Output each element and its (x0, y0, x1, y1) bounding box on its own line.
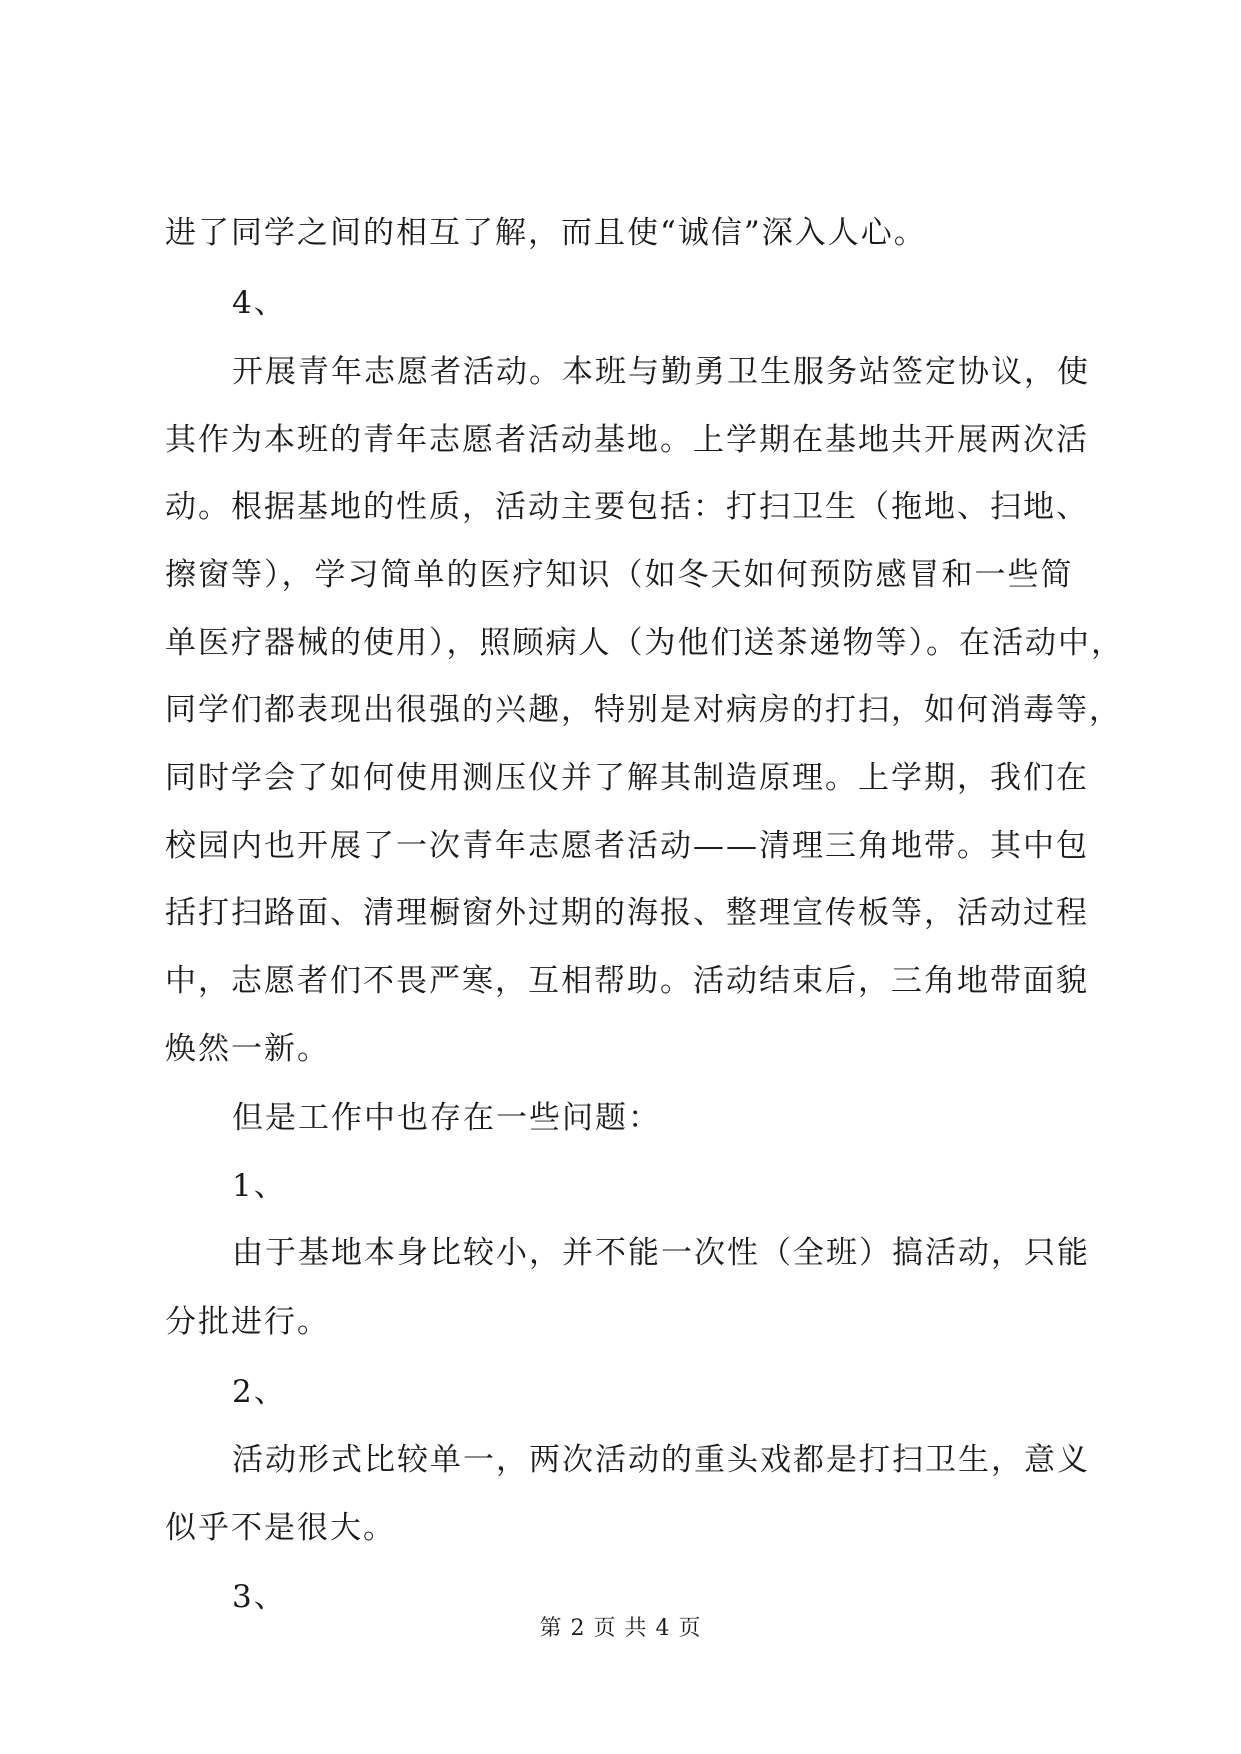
body-line-7: 单医疗器械的使用），照顾病人（为他们送茶递物等）。在活动中， (165, 625, 1124, 661)
body-line-17: 分批进行。 (165, 1304, 330, 1340)
body-line-6: 擦窗等），学习简单的医疗知识（如冬天如何预防感冒和一些简 (165, 557, 1074, 593)
list-number-1: 1、 (232, 1168, 287, 1204)
body-line-10: 校园内也开展了一次青年志愿者活动——清理三角地带。其中包 (165, 828, 1089, 864)
body-line-16: 由于基地本身比较小，并不能一次性（全班）搞活动，只能 (232, 1235, 1090, 1271)
list-number-2: 2、 (232, 1374, 287, 1410)
body-line-14: 但是工作中也存在一些问题： (232, 1100, 661, 1136)
body-line-20: 似乎不是很大。 (165, 1510, 396, 1546)
body-line-19: 活动形式比较单一，两次活动的重头戏都是打扫卫生，意义 (232, 1442, 1090, 1478)
list-number-4: 4、 (232, 285, 287, 321)
body-line-13: 焕然一新。 (165, 1031, 330, 1067)
body-line-1: 进了同学之间的相互了解，而且使“诚信”深入人心。 (165, 215, 927, 251)
body-line-9: 同时学会了如何使用测压仪并了解其制造原理。上学期，我们在 (165, 760, 1089, 796)
body-line-12: 中，志愿者们不畏严寒，互相帮助。活动结束后，三角地带面貌 (165, 963, 1089, 999)
body-line-4: 其作为本班的青年志愿者活动基地。上学期在基地共开展两次活 (165, 422, 1089, 458)
page-footer: 第 2 页 共 4 页 (539, 1616, 702, 1641)
body-line-8: 同学们都表现出很强的兴趣，特别是对病房的打扫，如何消毒等， (165, 692, 1122, 728)
list-number-3: 3、 (232, 1579, 287, 1615)
body-line-3: 开展青年志愿者活动。本班与勤勇卫生服务站签定协议，使 (232, 354, 1090, 390)
body-line-5: 动。根据基地的性质，活动主要包括：打扫卫生（拖地、扫地、 (165, 489, 1089, 525)
body-line-11: 括打扫路面、清理橱窗外过期的海报、整理宣传板等，活动过程 (165, 895, 1089, 931)
